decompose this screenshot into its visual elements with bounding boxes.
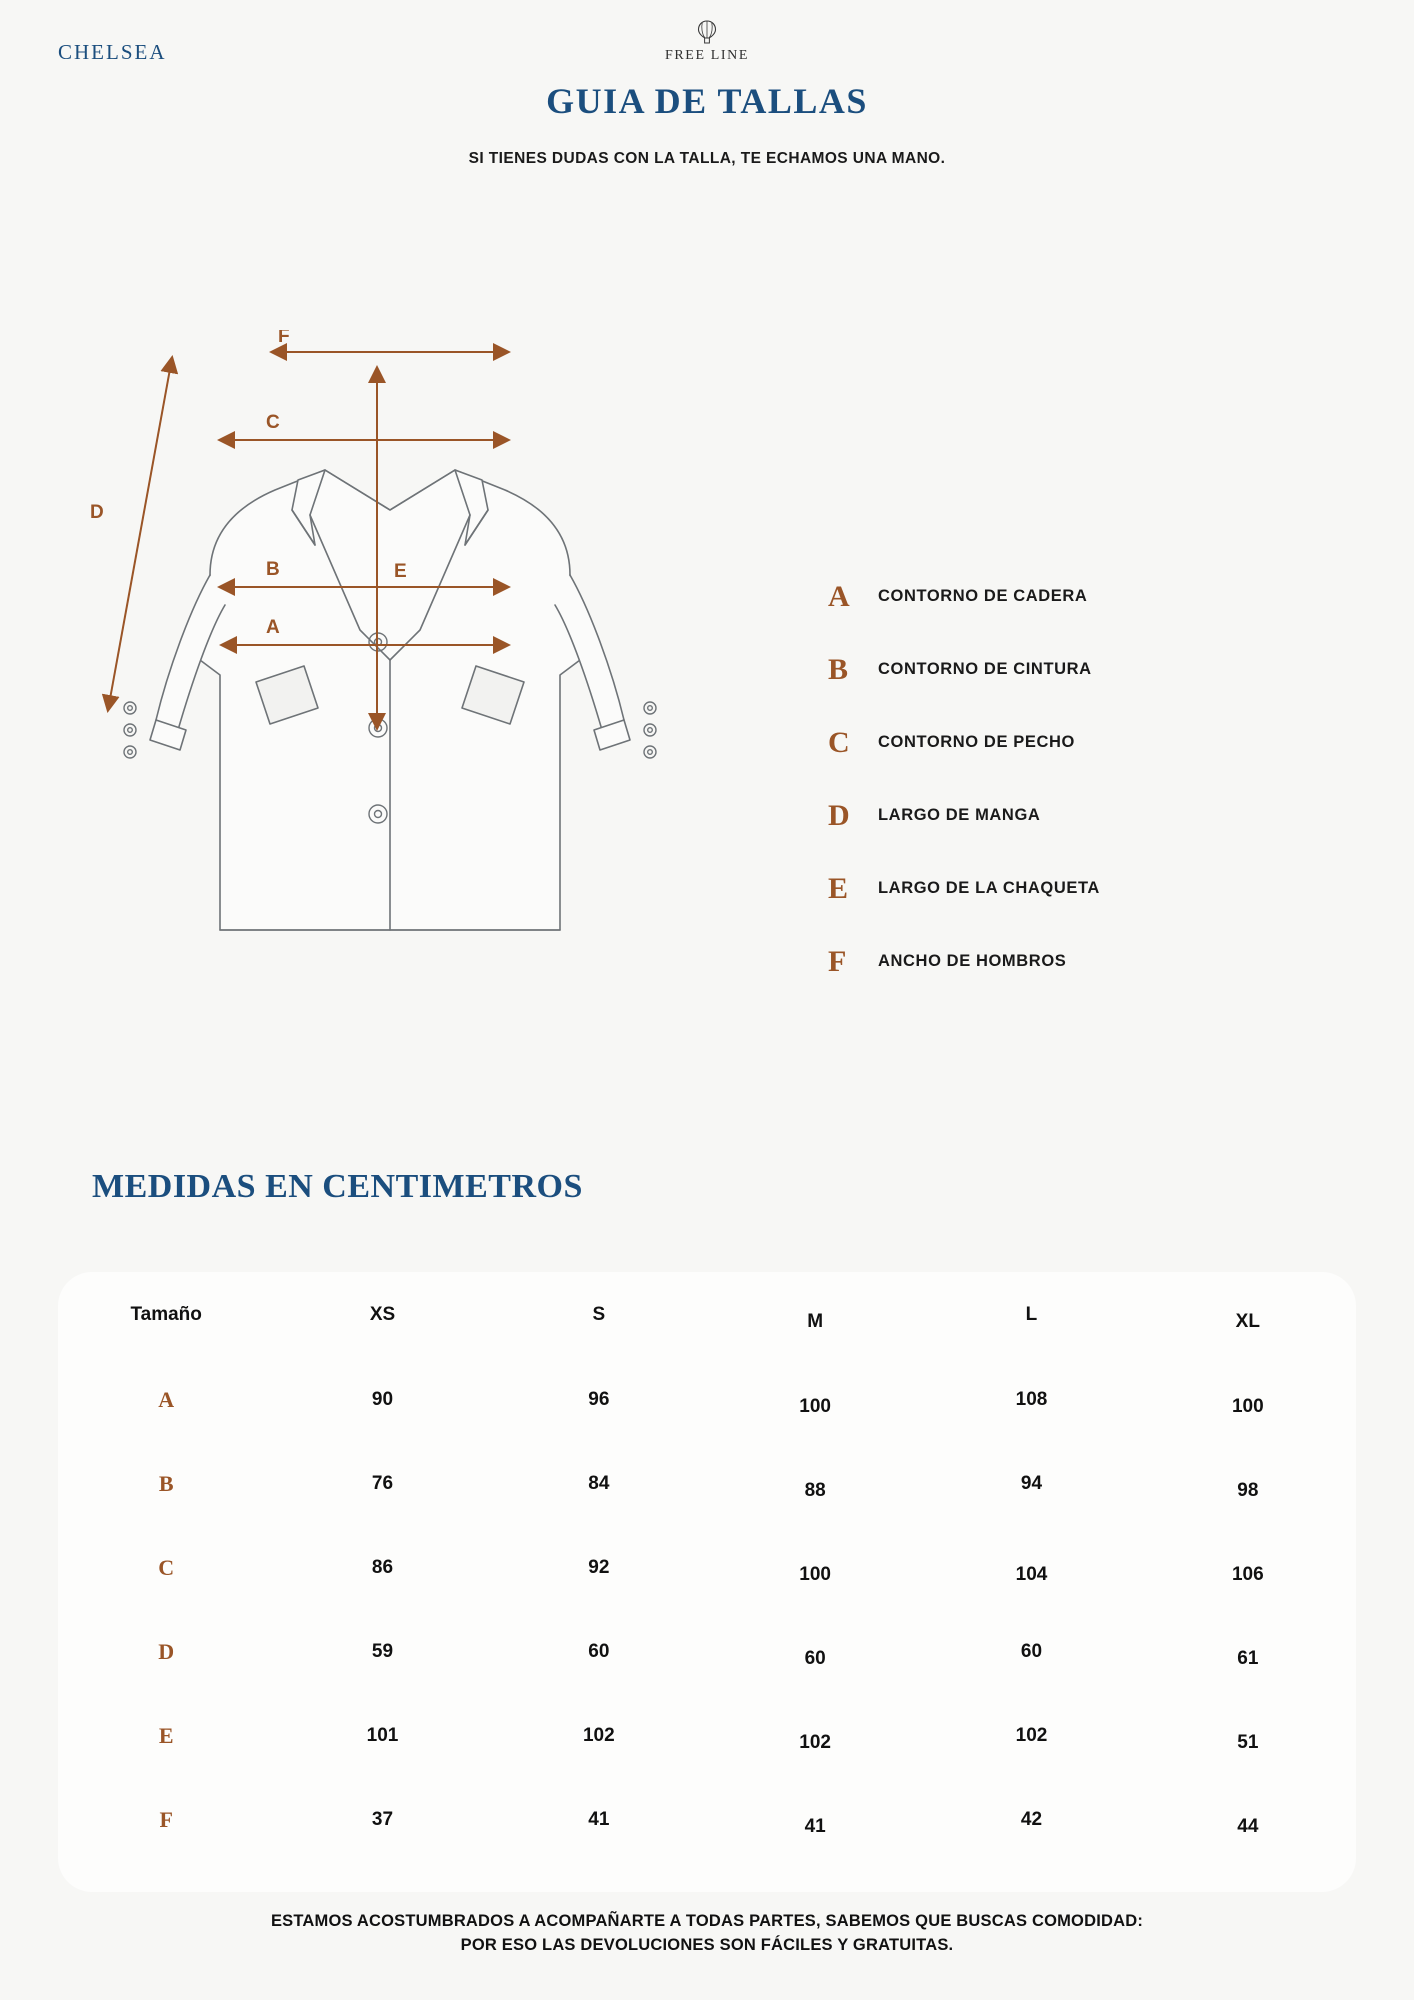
measures-title: MEDIDAS EN CENTIMETROS: [92, 1168, 583, 1205]
cell-a-l: 108: [1015, 1389, 1048, 1410]
legend-item-f: [820, 925, 1240, 998]
freeline-logo: [0, 20, 1414, 64]
column-header-s: S: [592, 1304, 606, 1325]
diagram-label-a: A: [266, 617, 280, 638]
row-key-e: E: [158, 1723, 174, 1748]
cell-b-s: 84: [588, 1473, 610, 1494]
cell-b-xs: 76: [371, 1473, 394, 1494]
diagram-label-f: F: [278, 330, 290, 347]
table-row: [58, 1610, 1356, 1694]
size-table: [58, 1272, 1356, 1862]
cell-d-l: 60: [1020, 1641, 1043, 1662]
cell-c-l: 104: [1015, 1564, 1048, 1585]
table-row: [58, 1778, 1356, 1862]
cell-f-xs: 37: [371, 1809, 394, 1830]
cell-f-s: 41: [588, 1809, 610, 1830]
table-header-row: [58, 1272, 1356, 1358]
legend-label-f: ANCHO DE HOMBROS: [878, 952, 1067, 970]
legend-label-b: CONTORNO DE CINTURA: [878, 660, 1092, 678]
column-header-size: Tamaño: [130, 1304, 202, 1325]
cell-b-xl: 98: [1237, 1480, 1259, 1501]
legend-item-b: [820, 633, 1240, 706]
cell-f-m: 41: [804, 1816, 826, 1837]
diagram-label-d: D: [90, 502, 104, 523]
page-title: GUIA DE TALLAS: [546, 81, 868, 121]
cell-d-xl: 61: [1237, 1648, 1259, 1669]
cell-a-m: 100: [799, 1396, 831, 1417]
column-header-l: L: [1025, 1304, 1038, 1325]
cell-c-m: 100: [799, 1564, 831, 1585]
column-header-xl: XL: [1235, 1311, 1260, 1332]
diagram-label-c: C: [266, 412, 280, 433]
cell-c-s: 92: [588, 1557, 610, 1578]
cell-e-m: 102: [799, 1732, 831, 1753]
footer-line-1: ESTAMOS ACOSTUMBRADOS A ACOMPAÑARTE A TODAS PARTES, SABEMOS QUE BUSCAS COMODIDAD:: [270, 1912, 1144, 1930]
table-row: [58, 1442, 1356, 1526]
legend-key-b: B: [828, 652, 849, 686]
cell-a-xl: 100: [1231, 1396, 1264, 1417]
freeline-logo-text: FREE LINE: [664, 48, 749, 63]
cell-d-s: 60: [588, 1641, 610, 1662]
row-key-a: A: [158, 1387, 175, 1412]
table-row: [58, 1526, 1356, 1610]
table-row: [58, 1358, 1356, 1442]
cell-e-xl: 51: [1237, 1732, 1259, 1753]
column-header-m: M: [807, 1311, 824, 1332]
cell-b-l: 94: [1020, 1473, 1043, 1494]
legend-item-a: [820, 560, 1240, 633]
legend-key-a: A: [828, 579, 850, 613]
measurement-legend: [820, 560, 1240, 998]
diagram-label-e: E: [394, 561, 407, 582]
table-row: [58, 1694, 1356, 1778]
legend-item-d: [820, 779, 1240, 852]
page-subtitle: SI TIENES DUDAS CON LA TALLA, TE ECHAMOS UNA MANO.: [468, 150, 946, 167]
footer-note: [0, 1910, 1414, 1958]
row-key-c: C: [158, 1555, 175, 1580]
cell-d-xs: 59: [371, 1641, 394, 1662]
column-header-xs: XS: [369, 1304, 396, 1325]
row-key-b: B: [158, 1471, 174, 1496]
size-table-card: [58, 1272, 1356, 1892]
legend-label-e: LARGO DE LA CHAQUETA: [878, 879, 1100, 897]
legend-key-f: F: [828, 944, 847, 978]
cell-a-xs: 90: [371, 1389, 394, 1410]
cell-a-s: 96: [588, 1389, 610, 1410]
cell-e-l: 102: [1015, 1725, 1048, 1746]
legend-label-c: CONTORNO DE PECHO: [878, 733, 1075, 751]
row-key-f: F: [159, 1807, 173, 1832]
coat-measurement-diagram: [60, 330, 720, 950]
cell-d-m: 60: [804, 1648, 826, 1669]
cell-f-l: 42: [1020, 1809, 1043, 1830]
cell-e-s: 102: [582, 1725, 615, 1746]
cell-f-xl: 44: [1237, 1816, 1259, 1837]
brand-name: CHELSEA: [58, 40, 167, 64]
legend-key-c: C: [828, 725, 850, 759]
legend-item-c: [820, 706, 1240, 779]
diagram-label-b: B: [266, 559, 280, 580]
cell-c-xs: 86: [371, 1557, 394, 1578]
footer-line-2: POR ESO LAS DEVOLUCIONES SON FÁCILES Y GRATUITAS.: [460, 1935, 954, 1954]
row-key-d: D: [158, 1639, 175, 1664]
cell-c-xl: 106: [1231, 1564, 1264, 1585]
cell-b-m: 88: [804, 1480, 826, 1501]
cell-e-xs: 101: [366, 1725, 399, 1746]
legend-key-e: E: [828, 871, 849, 905]
legend-label-a: CONTORNO DE CADERA: [878, 587, 1088, 605]
legend-key-d: D: [828, 798, 850, 832]
legend-item-e: [820, 852, 1240, 925]
legend-label-d: LARGO DE MANGA: [878, 806, 1041, 824]
balloon-icon: [695, 20, 719, 46]
